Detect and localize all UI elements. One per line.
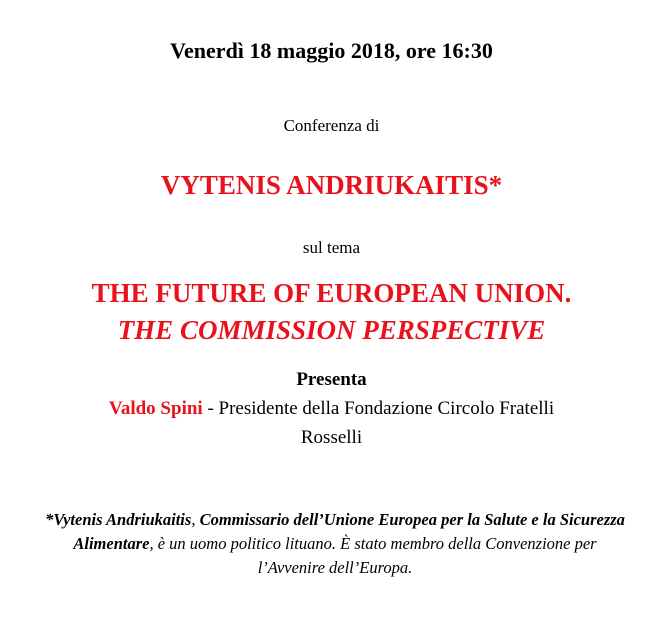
- presenter-name: Valdo Spini: [108, 398, 203, 419]
- conference-label: Conferenza di: [283, 116, 380, 135]
- speaker-name: VYTENIS ANDRIUKAITIS*: [160, 170, 503, 200]
- footnote-speaker: *Vytenis Andriukaitis: [45, 510, 192, 529]
- talk-title-line1: THE FUTURE OF EUROPEAN UNION.: [91, 278, 572, 308]
- talk-title-line2: THE COMMISSION PERSPECTIVE: [117, 315, 546, 345]
- presenter-role-continued: Rosselli: [300, 427, 363, 448]
- speaker-footnote: [40, 508, 630, 580]
- presenter-line: [0, 398, 663, 420]
- footnote-role: Commissario dell’Unione Europea per la Salute e la Sicurezza Alimentare: [73, 510, 625, 553]
- topic-label: sul tema: [302, 238, 361, 257]
- event-date: Venerdì 18 maggio 2018, ore 16:30: [170, 38, 493, 63]
- presenter-role: - Presidente della Fondazione Circolo Fratelli: [202, 398, 555, 419]
- footnote-description: , è un uomo politico lituano. È stato membro della Convenzione per l’Avvenire dell’Europa.: [149, 534, 597, 577]
- presents-label: Presenta: [296, 369, 367, 390]
- footnote-separator: ,: [191, 510, 200, 529]
